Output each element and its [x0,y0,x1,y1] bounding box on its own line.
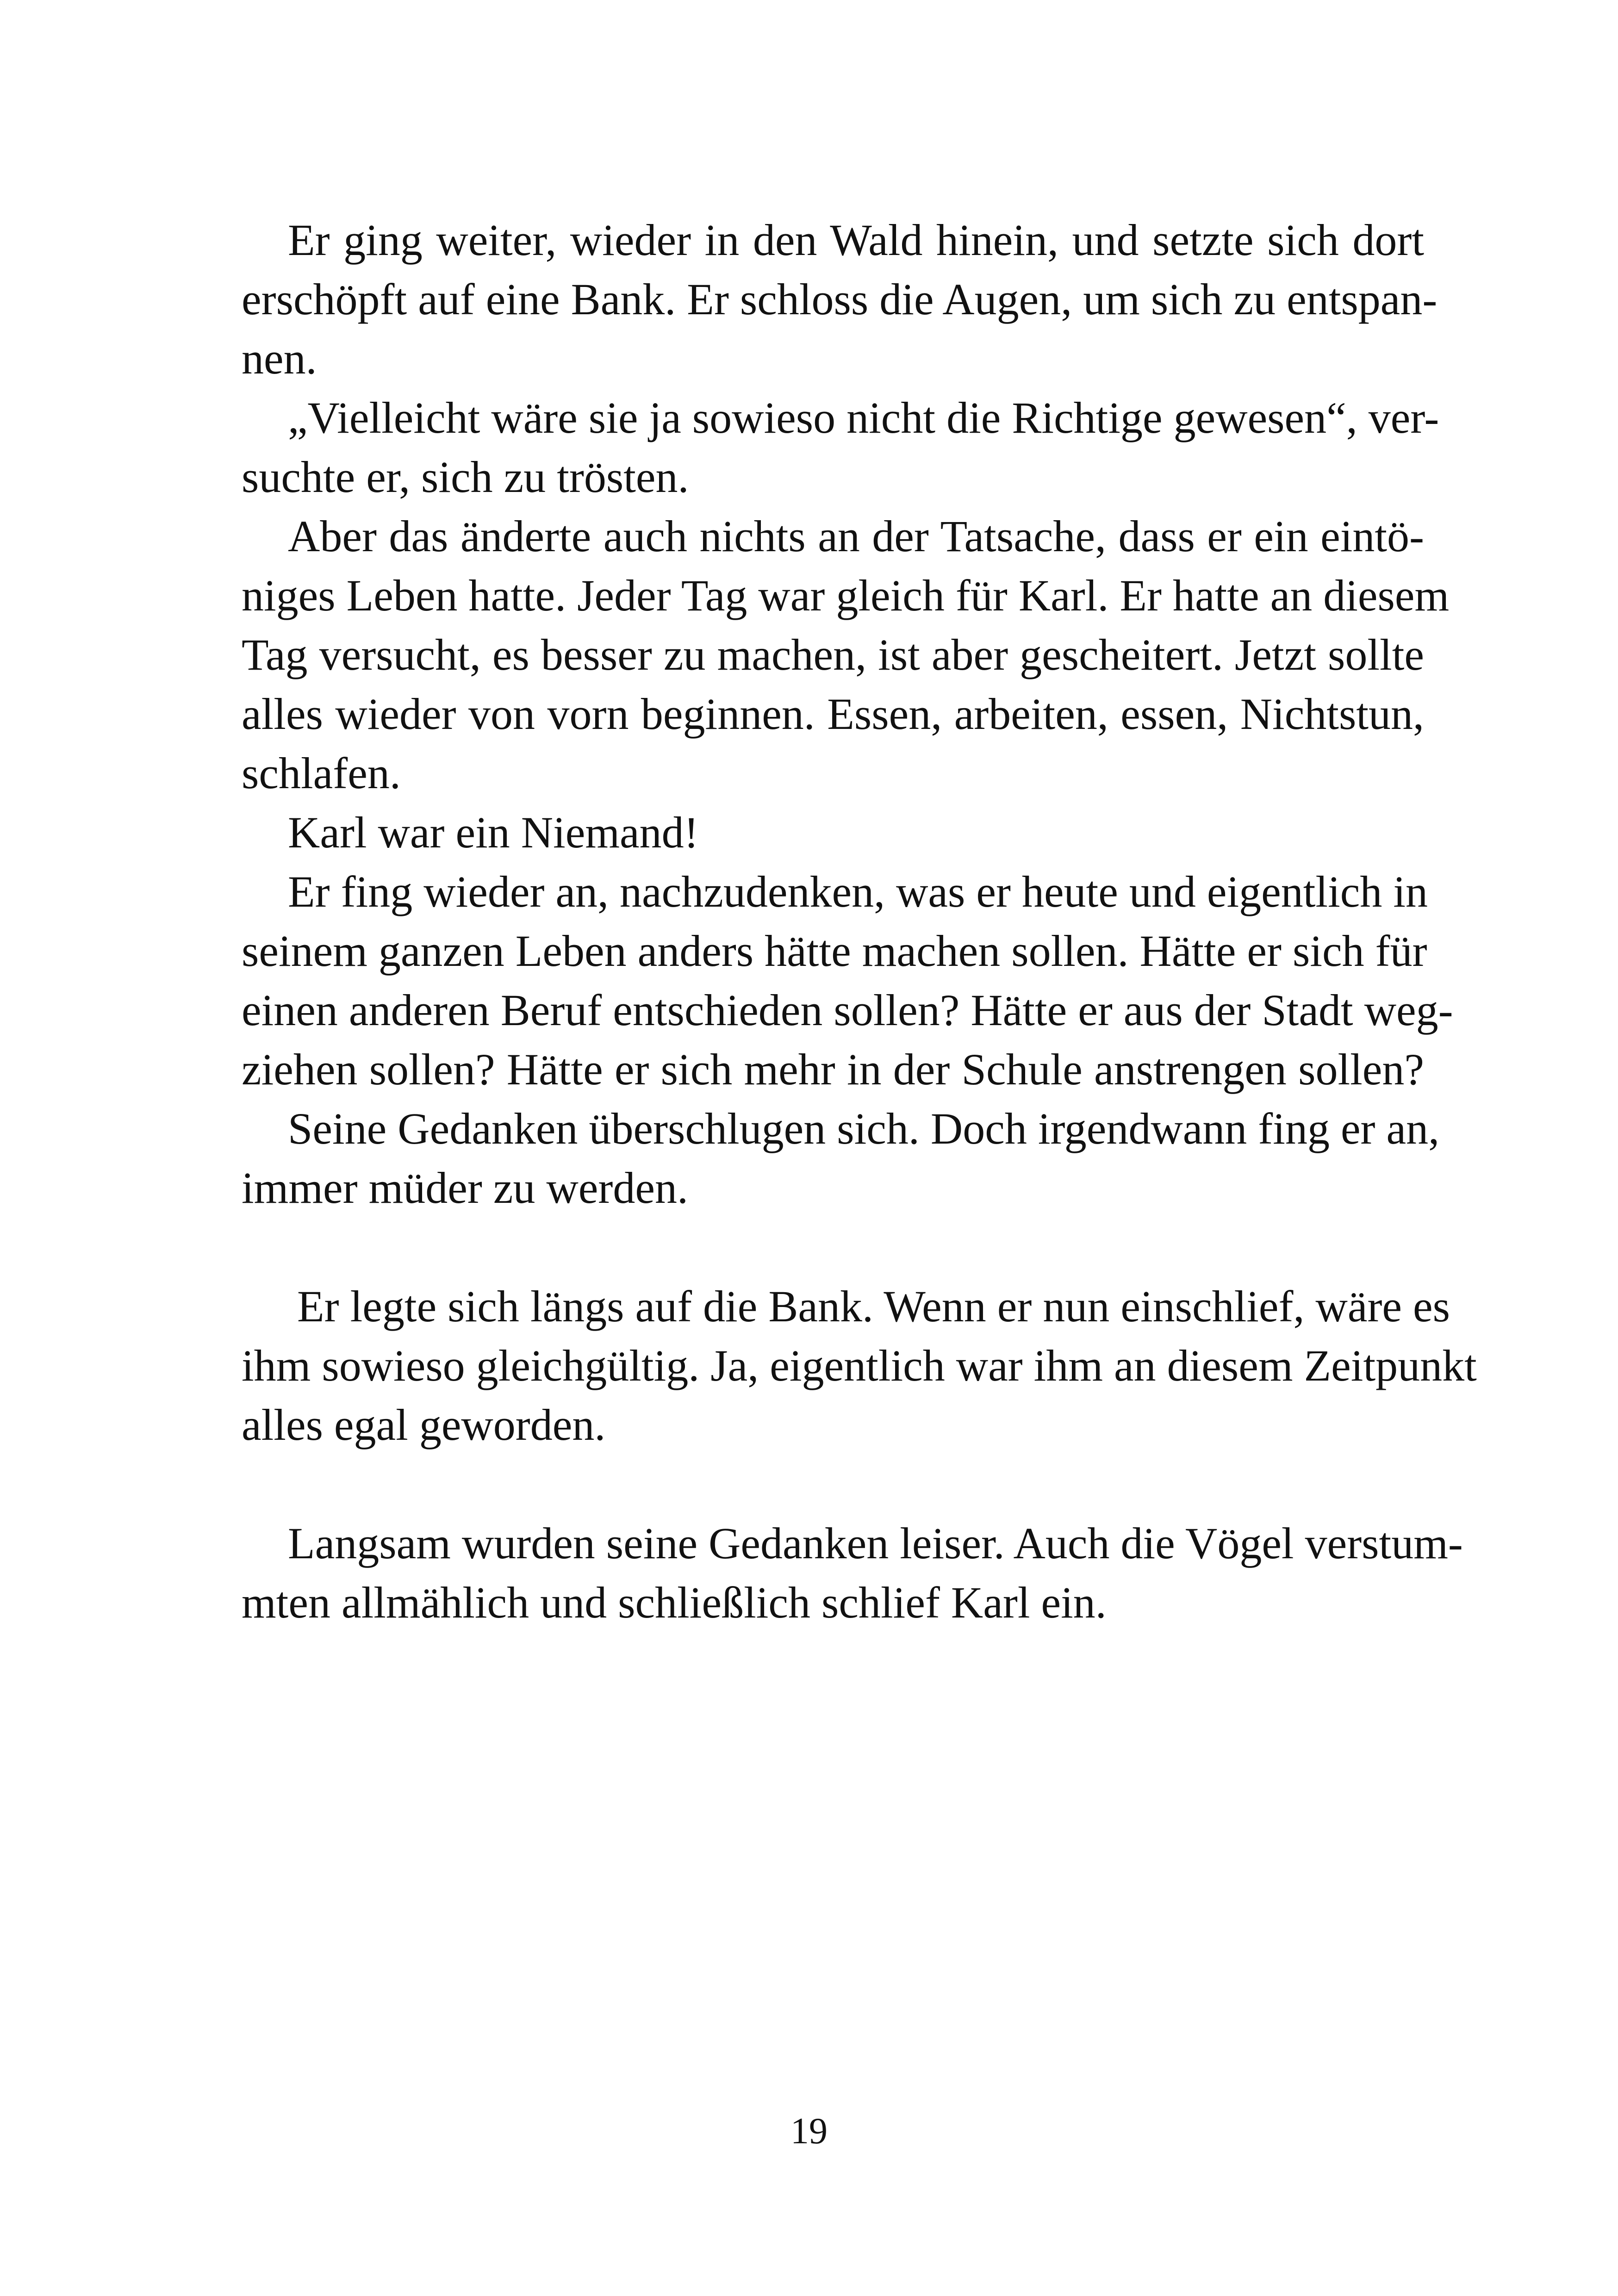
text-line: suchte er, sich zu trösten. [242,452,689,502]
text-line: Er ging weiter, wieder in den Wald hinein, und setzte sich dort [288,215,1424,265]
text-line: Tag versucht, es besser zu machen, ist aber gescheitert. Jetzt sollte [242,630,1424,679]
text-line: Er fing wieder an, nachzudenken, was er heute und eigentlich in [288,867,1428,916]
text-line: Karl war ein Niemand! [288,808,699,857]
text-line: seinem ganzen Leben anders hätte machen sollen. Hätte er sich für [242,926,1427,976]
text-line: einen anderen Beruf entschieden sollen? Hätte er aus der Stadt weg- [242,985,1453,1035]
text-line: alles egal geworden. [242,1400,606,1450]
paragraph-gap [242,1218,1424,1277]
text-line: erschöpft auf eine Bank. Er schloss die Augen, um sich zu entspan- [242,274,1438,324]
text-line: immer müder zu werden. [242,1163,688,1213]
text-line: Langsam wurden seine Gedanken leiser. Auch die Vögel verstum- [288,1518,1463,1568]
body-text [242,211,1477,1632]
text-line: mten allmählich und schließlich schlief Karl ein. [242,1578,1107,1627]
text-line: alles wieder von vorn beginnen. Essen, arbeiten, essen, Nichtstun, [242,689,1424,739]
text-line: ziehen sollen? Hätte er sich mehr in der Schule anstrengen sollen? [242,1045,1424,1094]
text-line: Aber das änderte auch nichts an der Tatsache, dass er ein eintö- [288,511,1424,561]
text-line: niges Leben hatte. Jeder Tag war gleich für Karl. Er hatte an diesem [242,571,1450,620]
text-line: nen. [242,334,317,383]
text-line: ihm sowieso gleichgültig. Ja, eigentlich war ihm an diesem Zeitpunkt [242,1341,1477,1390]
text-line: „Vielleicht wäre sie ja sowieso nicht die Richtige gewesen“, ver- [288,393,1439,442]
text-line: Seine Gedanken überschlugen sich. Doch irgendwann fing er an, [288,1104,1440,1153]
paragraph-gap [242,1455,1424,1514]
text-line: Er legte sich längs auf die Bank. Wenn er nun einschlief, wäre es [297,1282,1450,1331]
page-number: 19 [790,2111,828,2152]
text-line: schlafen. [242,748,401,798]
